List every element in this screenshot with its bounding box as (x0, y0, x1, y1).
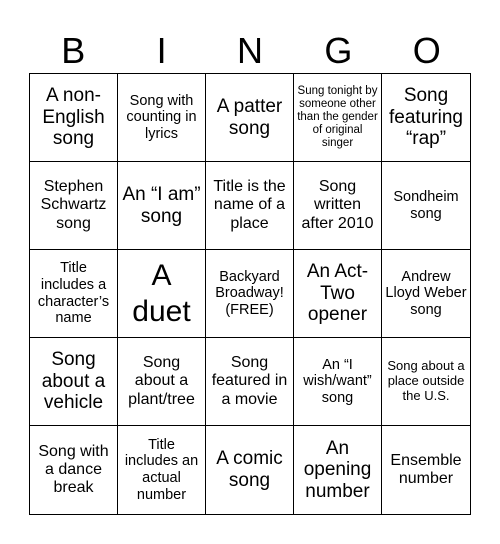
bingo-cell-r4c5[interactable] (382, 338, 470, 426)
bingo-cell-r2c3[interactable] (206, 162, 294, 250)
bingo-cell-r2c2[interactable] (118, 162, 206, 250)
bingo-cell-text: Andrew Lloyd Weber song (385, 268, 467, 318)
bingo-cell-r3c3[interactable] (206, 250, 294, 338)
bingo-cell-r4c1[interactable] (30, 338, 118, 426)
bingo-cell-r4c2[interactable] (118, 338, 206, 426)
bingo-cell-text: Song with a dance break (38, 442, 109, 497)
bingo-cell-text: Title is the name of a place (213, 178, 286, 232)
bingo-cell-text: An opening number (303, 437, 372, 502)
bingo-cell-text: A patter song (216, 95, 283, 139)
bingo-cell-text: Song about a place outside the U.S. (387, 358, 465, 403)
bingo-cell-text: An “I wish/want” song (303, 356, 372, 406)
bingo-cell-text: A duet (132, 258, 191, 328)
bingo-cell-r4c4[interactable] (294, 338, 382, 426)
header-letter-g: G (324, 30, 353, 71)
bingo-cell-r3c4[interactable] (294, 250, 382, 338)
bingo-cell-r3c5[interactable] (382, 250, 470, 338)
bingo-cell-text: Sondheim song (393, 188, 459, 222)
header-letter-o: O (412, 30, 441, 71)
bingo-cell-text: Song with counting in lyrics (126, 92, 197, 142)
bingo-cell-text: A comic song (216, 448, 283, 491)
bingo-cell-r4c3[interactable] (206, 338, 294, 426)
bingo-cell-r5c4[interactable] (294, 426, 382, 514)
bingo-cell-text: Song about a plant/tree (128, 354, 195, 408)
bingo-cell-text: An Act-Two opener (306, 261, 369, 326)
bingo-cell-r1c4[interactable] (294, 74, 382, 162)
bingo-cell-r2c4[interactable] (294, 162, 382, 250)
bingo-cell-text: Title includes an actual number (124, 436, 199, 503)
bingo-cell-r1c3[interactable] (206, 74, 294, 162)
header-letter-i: I (156, 30, 167, 71)
header-letter-n: N (236, 30, 263, 71)
bingo-cell-r3c1[interactable] (30, 250, 118, 338)
bingo-cell-r1c2[interactable] (118, 74, 206, 162)
bingo-cell-text: Song featured in a movie (211, 354, 288, 408)
bingo-cell-text: Sung tonight by someone other than the gender of original singer (297, 84, 378, 150)
bingo-cell-text: Ensemble number (390, 451, 462, 487)
bingo-cell-r5c5[interactable] (382, 426, 470, 514)
bingo-board (29, 73, 471, 515)
bingo-cell-r5c3[interactable] (206, 426, 294, 514)
bingo-cell-text: Backyard Broadway! (FREE) (215, 268, 284, 318)
header-letter-b: B (61, 30, 86, 71)
bingo-cell-text: Song about a vehicle (41, 349, 106, 414)
bingo-cell-text: Stephen Schwartz song (40, 178, 107, 232)
bingo-cell-text: A non-English song (42, 85, 105, 150)
bingo-cell-r2c5[interactable] (382, 162, 470, 250)
bingo-cell-text: An “I am” song (122, 183, 201, 227)
bingo-cell-text: Song featuring “rap” (389, 85, 463, 150)
bingo-cell-text: Title includes a character’s name (37, 260, 110, 327)
bingo-cell-r3c2[interactable] (118, 250, 206, 338)
bingo-cell-r2c1[interactable] (30, 162, 118, 250)
bingo-cell-r1c1[interactable] (30, 74, 118, 162)
bingo-cell-r5c2[interactable] (118, 426, 206, 514)
bingo-cell-text: Song written after 2010 (301, 178, 374, 232)
bingo-cell-r1c5[interactable] (382, 74, 470, 162)
bingo-header (29, 28, 471, 74)
bingo-cell-r5c1[interactable] (30, 426, 118, 514)
